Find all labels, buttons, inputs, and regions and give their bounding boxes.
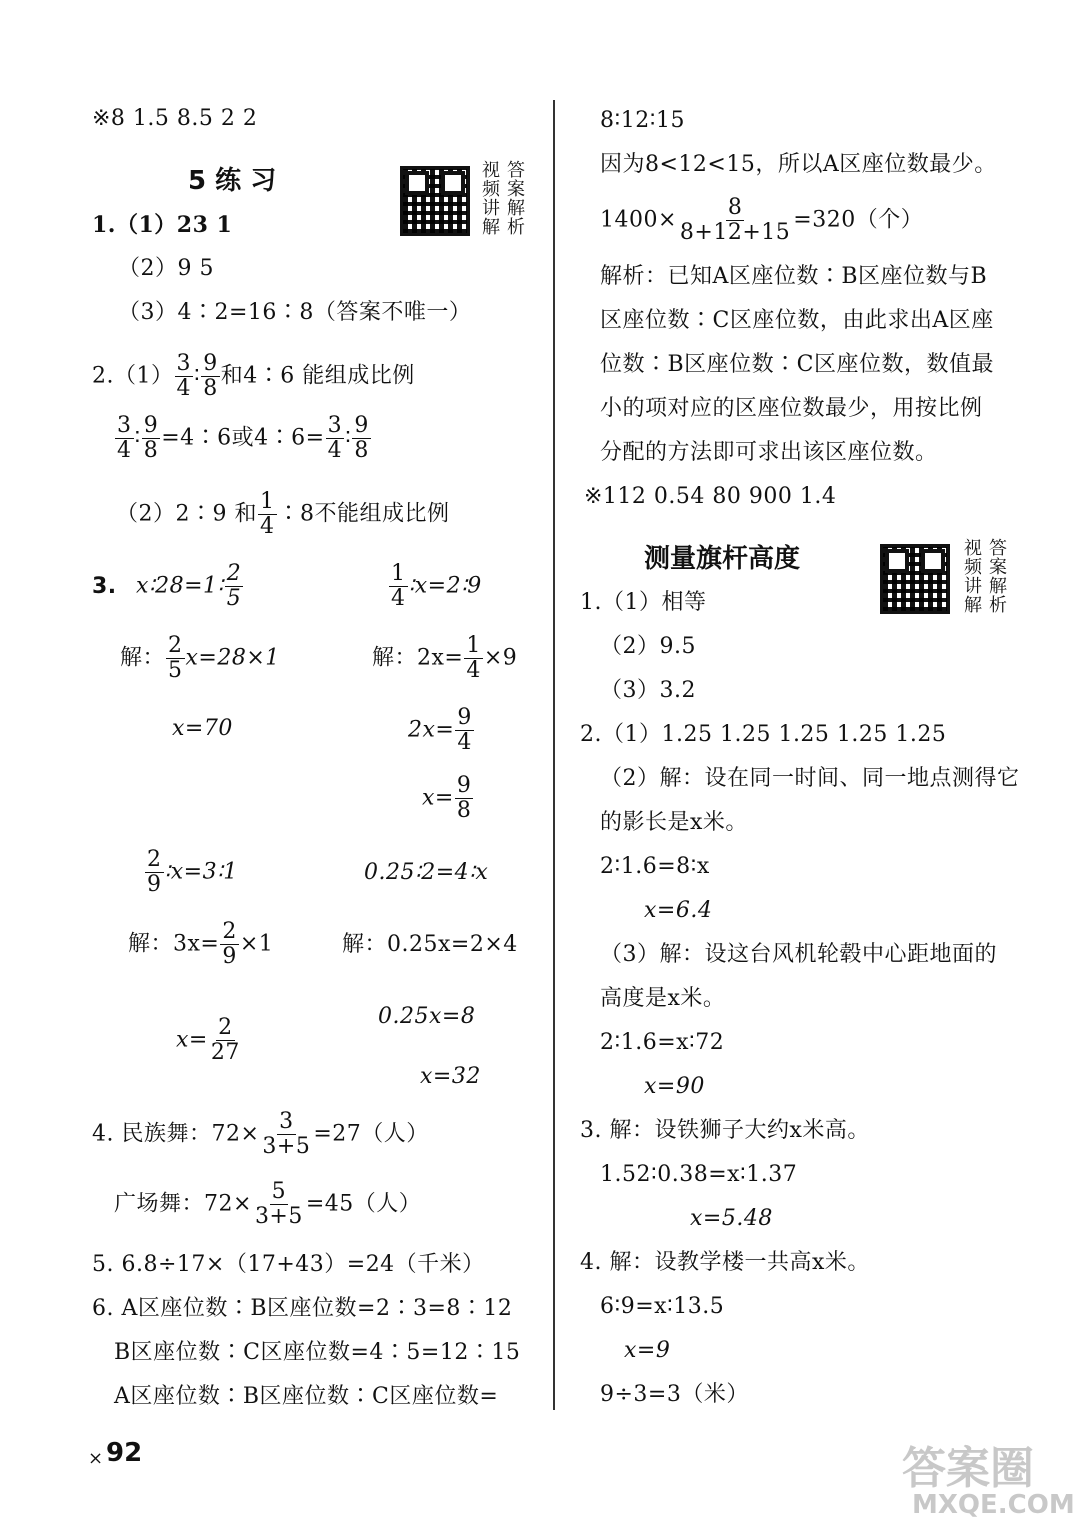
- watermark-logo: 答案圈: [902, 1443, 1034, 1494]
- q4-line2: 广场舞：72× $\frac{5}{3+5}$ =45（人）: [114, 1179, 422, 1229]
- q2-line2: $\frac{3}{4}$ ∶ $\frac{9}{8}$ =4∶6或4∶6= $\frac{3}{4}$ ∶ $\frac{9}{8}$: [117, 413, 369, 463]
- s1-line3: （3）3.2: [600, 678, 696, 703]
- analysis-line3: 位数∶B区座位数∶C区座位数，数值最: [600, 352, 995, 377]
- q3c-answer: x= $\frac{2}{27}$: [176, 1015, 240, 1065]
- s4-line4: 9÷3=3（米）: [600, 1382, 749, 1407]
- q3d-equation: 0.25∶2=4∶x: [364, 860, 489, 885]
- q6-line3: A区座位数∶B区座位数∶C区座位数=: [114, 1384, 499, 1409]
- s2-line7: 高度是x米。: [600, 986, 726, 1011]
- qr-label-2: 视频讲解 答案解析: [961, 538, 1007, 614]
- q3a-solution: 解： $\frac{2}{5}$ x=28×1: [120, 633, 280, 683]
- q3c-solution: 解：3x= $\frac{2}{9}$ ×1: [128, 919, 274, 969]
- section-title-2: 测量旗杆高度: [644, 544, 801, 574]
- q4-line1: 4. 民族舞：72× $\frac{3}{3+5}$ =27（人）: [92, 1109, 429, 1159]
- s2-line3: 的影长是x米。: [600, 810, 748, 835]
- r-calc: 1400× $\frac{8}{8+12+15}$ =320（个）: [600, 195, 924, 245]
- q3d-step: 0.25x=8: [378, 1004, 476, 1029]
- extra-answers: ※8 1.5 8.5 2 2: [92, 106, 258, 131]
- q3b-solution: 解：2x= $\frac{1}{4}$ ×9: [372, 633, 518, 683]
- s2-line1: 2.（1）1.25 1.25 1.25 1.25 1.25: [580, 722, 947, 747]
- analysis-line1: 解析：已知A区座位数∶B区座位数与B: [600, 264, 988, 289]
- s2-line6: （3）解：设这台风机轮毂中心距地面的: [600, 942, 997, 967]
- q3a-equation: x∶28=1∶ $\frac{2}{5}$: [136, 561, 242, 611]
- analysis-line4: 小的项对应的区座位数最少，用按比例: [600, 396, 983, 421]
- q3d-solution: 解：0.25x=2×4: [342, 932, 518, 957]
- q3b-answer: x= $\frac{9}{8}$: [422, 773, 472, 823]
- q6-line1: 6. A区座位数∶B区座位数=2∶3=8∶12: [92, 1296, 513, 1321]
- analysis-line5: 分配的方法即可求出该区座位数。: [600, 440, 938, 465]
- column-divider: [553, 100, 555, 1410]
- q6-line2: B区座位数∶C区座位数=4∶5=12∶15: [114, 1340, 521, 1365]
- q1-line3: （3）4∶2=16∶8（答案不唯一）: [118, 300, 472, 325]
- s3-line3: x=5.48: [690, 1206, 773, 1231]
- qr-code-icon[interactable]: [400, 166, 470, 236]
- q1-line1: 1.（1）23 1: [92, 212, 233, 238]
- q3d-answer: x=32: [420, 1064, 481, 1089]
- s4-line3: x=9: [624, 1338, 671, 1363]
- qr-code-icon[interactable]: [880, 544, 950, 614]
- qr-label: 视频讲解 答案解析: [479, 160, 525, 236]
- s1-line2: （2）9.5: [600, 634, 696, 659]
- section-title: 5 练 习: [188, 166, 277, 196]
- q3c-equation: $\frac{2}{9}$ ∶x=3∶1: [147, 847, 238, 897]
- page-number: 92: [106, 1438, 143, 1468]
- page-mark: ×: [88, 1448, 104, 1469]
- s2-line5: x=6.4: [644, 898, 713, 923]
- q2-line3: （2）2∶9 和 $\frac{1}{4}$ ∶8不能组成比例: [116, 489, 450, 539]
- s2-line2: （2）解：设在同一时间、同一地点测得它: [600, 766, 1020, 791]
- extra-answers-2: ※112 0.54 80 900 1.4: [584, 484, 837, 509]
- q3b-equation: $\frac{1}{4}$ ∶x=2∶9: [391, 561, 482, 611]
- q3-label: 3.: [92, 574, 117, 599]
- q3b-step: 2x= $\frac{9}{4}$: [408, 705, 472, 755]
- s2-line9: x=90: [644, 1074, 705, 1099]
- s1-line1: 1.（1）相等: [580, 590, 707, 615]
- s3-line2: 1.52∶0.38=x∶1.37: [600, 1162, 798, 1187]
- s4-line2: 6∶9=x∶13.5: [600, 1294, 725, 1319]
- s4-line1: 4. 解：设教学楼一共高x米。: [580, 1250, 870, 1275]
- s2-line8: 2∶1.6=x∶72: [600, 1030, 725, 1055]
- analysis-line2: 区座位数∶C区座位数，由此求出A区座: [600, 308, 994, 333]
- s2-line4: 2∶1.6=8∶x: [600, 854, 710, 879]
- s3-line1: 3. 解：设铁狮子大约x米高。: [580, 1118, 870, 1143]
- q3a-answer: x=70: [172, 716, 233, 741]
- q2-line1: 2.（1） $\frac{3}{4}$ ∶ $\frac{9}{8}$ 和4∶6 能组成比例: [92, 351, 415, 401]
- q1-line2: （2）9 5: [118, 256, 214, 281]
- r-because: 因为8<12<15，所以A区座位数最少。: [600, 152, 997, 177]
- watermark-url: MXQE.COM: [912, 1490, 1075, 1520]
- q5-line: 5. 6.8÷17×（17+43）=24（千米）: [92, 1252, 485, 1277]
- r-ratio: 8∶12∶15: [600, 108, 685, 133]
